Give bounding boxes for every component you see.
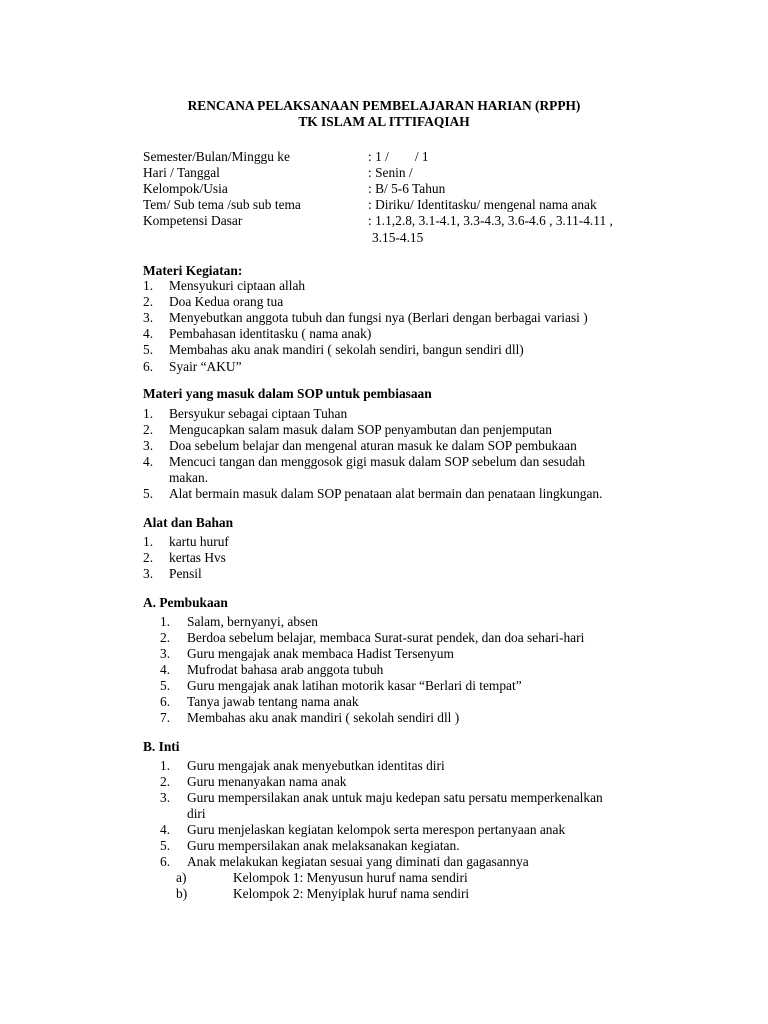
info-label: Kompetensi Dasar xyxy=(143,213,243,228)
item-number: 3. xyxy=(143,310,154,325)
item-text: diri xyxy=(187,806,206,821)
info-value: : Senin / xyxy=(368,165,413,180)
item-text: Guru mempersilakan anak untuk maju kedepan satu persatu memperkenalkan xyxy=(187,790,603,805)
item-text: Doa Kedua orang tua xyxy=(169,294,284,309)
item-number: 4. xyxy=(143,326,154,341)
item-number: 1. xyxy=(143,406,154,421)
item-text: Berdoa sebelum belajar, membaca Surat-surat pendek, dan doa sehari-hari xyxy=(187,630,585,645)
item-number: 1. xyxy=(143,534,154,549)
item-text: Kelompok 2: Menyiplak huruf nama sendiri xyxy=(233,886,470,901)
info-value: : B/ 5-6 Tahun xyxy=(368,181,446,196)
item-number: 6. xyxy=(160,694,171,709)
item-text: Tanya jawab tentang nama anak xyxy=(187,694,359,709)
info-label: Kelompok/Usia xyxy=(143,181,228,196)
info-row-semester xyxy=(143,149,703,165)
item-text: Guru mengajak anak latihan motorik kasar “Berlari di tempat” xyxy=(187,678,522,693)
section-heading-pembukaan: A. Pembukaan xyxy=(143,595,228,610)
item-text: Kelompok 1: Menyusun huruf nama sendiri xyxy=(233,870,468,885)
item-text: Guru mengajak anak membaca Hadist Tersenyum xyxy=(187,646,454,661)
info-value-part: / 1 xyxy=(414,149,429,164)
info-label: Semester/Bulan/Minggu ke xyxy=(143,149,290,164)
school-name: TK ISLAM AL ITTIFAQIAH xyxy=(298,114,470,129)
item-text: Guru mengajak anak menyebutkan identitas diri xyxy=(187,758,445,773)
info-value-part: : 1 / xyxy=(368,149,389,164)
item-text: Anak melakukan kegiatan sesuai yang diminati dan gagasannya xyxy=(187,854,529,869)
info-row-kompetensi-cont xyxy=(143,230,703,246)
item-number: 3. xyxy=(160,646,171,661)
section-heading-alat-bahan: Alat dan Bahan xyxy=(143,515,234,530)
item-text: kartu huruf xyxy=(169,534,229,549)
item-number: 5. xyxy=(160,678,171,693)
info-row-hari xyxy=(143,165,703,181)
item-number: 3. xyxy=(143,566,154,581)
item-text: Membahas aku anak mandiri ( sekolah sendiri, bangun sendiri dll) xyxy=(169,342,524,357)
item-number: a) xyxy=(176,870,187,885)
item-number: 4. xyxy=(143,454,154,469)
item-text: Guru mempersilakan anak melaksanakan kegiatan. xyxy=(187,838,460,853)
item-text: makan. xyxy=(169,470,209,485)
item-number: 3. xyxy=(143,438,154,453)
item-number: 2. xyxy=(143,422,154,437)
item-text: Pensil xyxy=(169,566,202,581)
item-number: 5. xyxy=(143,486,154,501)
item-number: 2. xyxy=(160,630,171,645)
item-text: Salam, bernyanyi, absen xyxy=(187,614,318,629)
document-title: RENCANA PELAKSANAAN PEMBELAJARAN HARIAN (RPPH) xyxy=(187,98,581,113)
item-number: 5. xyxy=(160,838,171,853)
section-heading-materi-sop: Materi yang masuk dalam SOP untuk pembiasaan xyxy=(143,386,432,401)
item-number: 6. xyxy=(160,854,171,869)
item-number: 1. xyxy=(160,758,171,773)
item-text: Membahas aku anak mandiri ( sekolah sendiri dll ) xyxy=(187,710,460,725)
item-number: 1. xyxy=(143,278,154,293)
item-number: 2. xyxy=(160,774,171,789)
section-heading-materi-kegiatan: Materi Kegiatan: xyxy=(143,263,243,278)
item-number: 5. xyxy=(143,342,154,357)
info-label: Tem/ Sub tema /sub sub tema xyxy=(143,197,301,212)
item-text: Syair “AKU” xyxy=(169,359,242,374)
item-number: 2. xyxy=(143,550,154,565)
item-text: Guru menanyakan nama anak xyxy=(187,774,347,789)
info-value: : Diriku/ Identitasku/ mengenal nama anak xyxy=(368,197,597,212)
item-number: 2. xyxy=(143,294,154,309)
info-row-kelompok xyxy=(143,181,703,197)
info-label: Hari / Tanggal xyxy=(143,165,220,180)
section-heading-inti: B. Inti xyxy=(143,739,180,754)
item-text: Menyebutkan anggota tubuh dan fungsi nya (Berlari dengan berbagai variasi ) xyxy=(169,310,588,325)
item-number: 4. xyxy=(160,822,171,837)
info-row-kompetensi xyxy=(143,213,703,229)
item-text: Guru menjelaskan kegiatan kelompok serta merespon pertanyaan anak xyxy=(187,822,566,837)
item-number: 6. xyxy=(143,359,154,374)
item-text: Mengucapkan salam masuk dalam SOP penyambutan dan penjemputan xyxy=(169,422,552,437)
item-text: Doa sebelum belajar dan mengenal aturan masuk ke dalam SOP pembukaan xyxy=(169,438,577,453)
item-number: 7. xyxy=(160,710,171,725)
item-text: kertas Hvs xyxy=(169,550,226,565)
item-number: 3. xyxy=(160,790,171,805)
item-number: 1. xyxy=(160,614,171,629)
item-text: Mufrodat bahasa arab anggota tubuh xyxy=(187,662,384,677)
item-text: Alat bermain masuk dalam SOP penataan alat bermain dan penataan lingkungan. xyxy=(169,486,603,501)
item-number: 4. xyxy=(160,662,171,677)
item-text: Mensyukuri ciptaan allah xyxy=(169,278,306,293)
item-number: b) xyxy=(176,886,188,901)
info-value: : 1.1,2.8, 3.1-4.1, 3.3-4.3, 3.6-4.6 , 3.11-4.11 , xyxy=(368,213,613,228)
item-text: Mencuci tangan dan menggosok gigi masuk dalam SOP sebelum dan sesudah xyxy=(169,454,586,469)
info-value xyxy=(368,149,429,165)
item-text: Pembahasan identitasku ( nama anak) xyxy=(169,326,372,341)
info-row-tema xyxy=(143,197,703,213)
item-text: Bersyukur sebagai ciptaan Tuhan xyxy=(169,406,348,421)
info-value-cont: 3.15-4.15 xyxy=(372,230,424,245)
